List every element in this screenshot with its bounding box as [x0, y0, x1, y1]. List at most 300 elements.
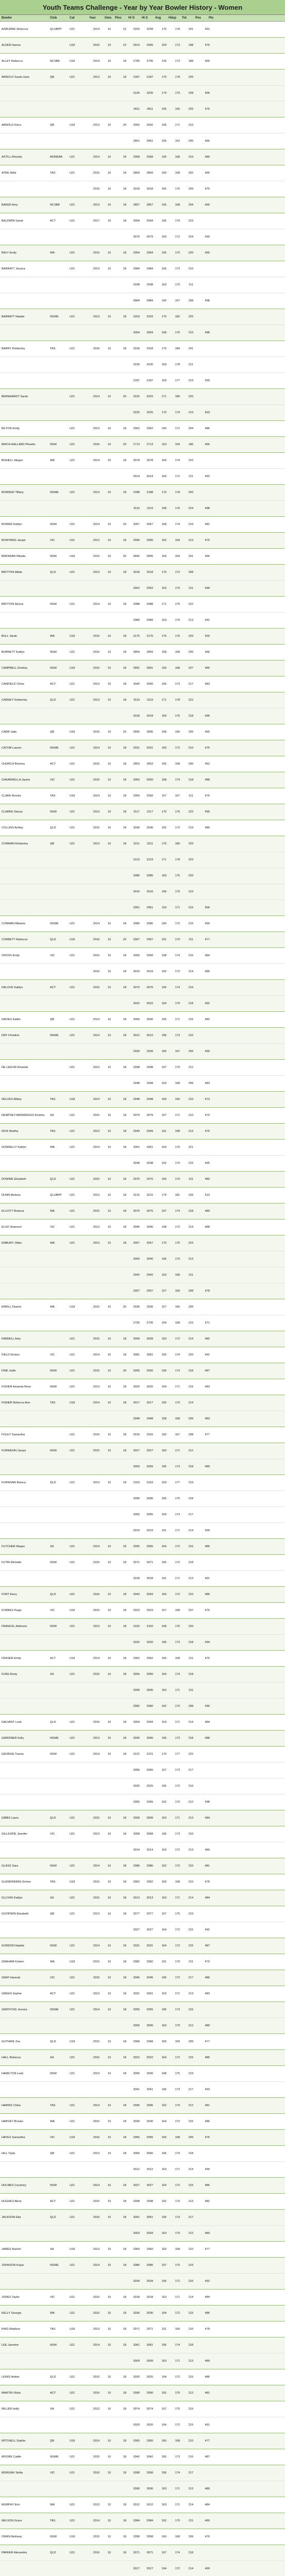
games-cell: 10 [107, 427, 111, 430]
points-cell: 473 [205, 1098, 210, 1101]
high-game-cell: 2975 [133, 1178, 140, 1181]
bowler-name-cell: ELLIOTT Brianna [2, 1210, 24, 1213]
total-cell: 208 [188, 1433, 193, 1436]
handicap-cell: 173 [175, 44, 180, 47]
high-series-cell: 3085 [146, 874, 153, 877]
table-row [0, 2018, 285, 2034]
category-cell: U21 [70, 699, 75, 702]
category-cell: U18 [70, 1306, 75, 1309]
pins-cell: 18 [123, 2040, 126, 2043]
high-series-cell: 3018 [146, 188, 153, 191]
category-cell: U21 [70, 1385, 75, 1388]
handicap-cell: 172 [175, 1561, 180, 1564]
high-game-cell: 3126 [133, 92, 140, 95]
total-cell: 219 [188, 156, 193, 159]
points-cell: 466 [205, 555, 210, 558]
pins-cell: 18 [123, 1545, 126, 1548]
high-game-cell: 3034 [133, 2280, 140, 2283]
bowler-name-cell: BALDWIN Sarah [2, 219, 23, 223]
games-cell: 10 [107, 172, 111, 175]
high-series-cell: 3043 [146, 1593, 153, 1596]
table-row [0, 916, 285, 932]
points-cell: 488 [205, 1737, 210, 1740]
category-cell: U21 [70, 1146, 75, 1149]
club-cell: ACT [50, 762, 56, 766]
average-cell: 162 [161, 1705, 166, 1708]
total-cell: 213 [188, 1817, 193, 1820]
average-cell: 158 [161, 651, 166, 654]
handicap-cell: 176 [175, 188, 180, 191]
average-cell: 169 [161, 715, 166, 718]
average-cell: 166 [161, 2471, 166, 2475]
category-cell: U21 [70, 1561, 75, 1564]
bowler-name-cell: GOODWIN Elizabeth [2, 1912, 29, 1916]
high-game-cell: 3055 [133, 1545, 140, 1548]
handicap-cell: 168 [175, 2136, 180, 2139]
pins-cell: 18 [123, 1242, 126, 1245]
table-row [0, 2545, 285, 2561]
year-cell: 2016 [93, 1178, 100, 1181]
games-cell: 10 [107, 2248, 111, 2251]
pins-cell: 22 [123, 44, 126, 47]
pins-cell: 18 [123, 2344, 126, 2347]
year-cell: 2014 [93, 60, 100, 63]
category-cell: U21 [70, 651, 75, 654]
high-series-cell: 3056 [146, 1673, 153, 1676]
pins-cell: 18 [123, 1912, 126, 1916]
points-cell: 466 [205, 172, 210, 175]
category-cell: U21 [70, 1034, 75, 1037]
total-cell: 220 [188, 251, 193, 255]
games-cell: 10 [107, 2471, 111, 2475]
bowler-name-cell: BOWER Kaitlyn [2, 523, 22, 526]
pins-cell: 18 [123, 267, 126, 270]
table-row [0, 1044, 285, 1060]
category-cell: U18 [70, 1609, 75, 1612]
category-cell: U21 [70, 219, 75, 223]
table-row [0, 181, 285, 197]
points-cell: 477 [205, 2439, 210, 2443]
table-row [0, 772, 285, 788]
handicap-cell: 173 [175, 1737, 180, 1740]
total-cell: 211 [189, 587, 193, 590]
bowler-name-cell: ERRILL Dianne [2, 1306, 22, 1309]
high-game-cell: 3000 [133, 1018, 140, 1021]
year-cell: 2014 [93, 2184, 100, 2187]
year-cell: 2016 [93, 2471, 100, 2475]
handicap-cell: 182 [175, 315, 180, 318]
handicap-cell: 184 [175, 347, 180, 350]
bowler-name-cell: LEWIS Amber [2, 2376, 20, 2379]
high-game-cell: 2965 [133, 2439, 140, 2443]
high-game-cell: 2938 [133, 283, 140, 286]
high-game-cell: 3018 [133, 188, 140, 191]
total-cell: 229 [188, 635, 193, 638]
high-series-cell: 2949 [146, 1130, 153, 1133]
high-game-cell: 3013 [133, 1896, 140, 1900]
games-cell: 10 [107, 76, 111, 79]
games-cell: 10 [107, 2439, 111, 2443]
games-cell: 10 [107, 204, 111, 207]
high-series-cell: 3046 [146, 1226, 153, 1229]
bowler-name-cell: ALDER Hanna [2, 44, 21, 47]
category-cell: U21 [70, 1481, 75, 1484]
table-row [0, 38, 285, 54]
bowler-name-cell: ARNOLD Kiera [2, 124, 21, 127]
handicap-cell: 168 [175, 1130, 180, 1133]
category-cell: U21 [70, 2184, 75, 2187]
high-series-cell: 3017 [146, 2567, 153, 2570]
total-cell: 214 [188, 2503, 193, 2506]
high-game-cell: 3088 [133, 603, 140, 606]
bowler-name-cell: HARRIS Chloe [2, 2104, 21, 2107]
year-cell: 2013 [93, 1737, 100, 1740]
year-cell: 2015 [93, 1817, 100, 1820]
high-game-cell: 3032 [133, 1641, 140, 1644]
table-row [0, 2449, 285, 2465]
handicap-cell: 179 [175, 219, 180, 223]
average-cell: 164 [161, 2120, 166, 2123]
total-cell: 218 [188, 1210, 193, 1213]
year-cell: 2015 [93, 667, 100, 670]
bowler-name-cell: COLLINS Ashley [2, 826, 23, 829]
club-cell: WA [50, 1242, 55, 1245]
games-cell: 10 [107, 922, 111, 925]
pins-cell: 18 [123, 204, 126, 207]
high-series-cell: 3019 [146, 970, 153, 973]
pins-cell: 20 [123, 443, 126, 446]
pins-cell: 18 [123, 1833, 126, 1836]
table-row [0, 357, 285, 373]
high-game-cell: 2907 [133, 1290, 140, 1293]
bowler-name-cell: NELSON Grace [2, 2519, 22, 2522]
points-cell: 476 [205, 2535, 210, 2538]
club-cell: SA [50, 2248, 54, 2251]
pins-cell: 18 [123, 1657, 126, 1660]
high-series-cell: 3001 [146, 1992, 153, 1995]
year-cell: 2014 [93, 603, 100, 606]
high-game-cell: 3040 [133, 683, 140, 686]
high-game-cell: 2845 [133, 555, 140, 558]
year-cell: 2013 [93, 427, 100, 430]
points-cell: 456 [205, 443, 210, 446]
bowler-name-cell: DICK Martha [2, 1130, 19, 1133]
handicap-cell: 169 [175, 1290, 180, 1293]
high-game-cell: 3036 [133, 826, 140, 829]
handicap-cell: 170 [175, 1960, 180, 1963]
average-cell: 167 [161, 1114, 166, 1117]
category-cell: U21 [70, 1130, 75, 1133]
games-cell: 10 [107, 1433, 111, 1436]
high-game-cell: 2948 [133, 1098, 140, 1101]
table-row [0, 309, 285, 325]
bowler-name-cell: FRASER Emily [2, 1657, 21, 1660]
high-series-cell: 3012 [146, 2503, 153, 2506]
category-cell: U21 [70, 1178, 75, 1181]
table-row [0, 1715, 285, 1731]
category-cell: U21 [70, 539, 75, 542]
total-cell: 210 [188, 2328, 193, 2331]
table-row [0, 117, 285, 133]
handicap-cell: 177 [175, 1753, 180, 1756]
bowler-name-cell: ELSO Shannon [2, 1226, 22, 1229]
points-cell: 488 [205, 1226, 210, 1229]
total-cell: 217 [188, 683, 193, 686]
games-cell: 10 [107, 459, 111, 462]
pins-cell: 18 [123, 2136, 126, 2139]
bowler-name-cell: CARR Jade [2, 731, 17, 734]
bowler-name-cell: JOHNSON Kayla [2, 2264, 24, 2267]
pins-cell: 18 [123, 1865, 126, 1868]
total-cell: 198 [188, 44, 193, 47]
average-cell: 170 [161, 491, 166, 494]
high-series-cell: 3041 [146, 2088, 153, 2091]
high-series-cell: 3022 [146, 2056, 153, 2059]
average-cell: 170 [161, 315, 166, 318]
handicap-cell: 178 [175, 699, 180, 702]
bowler-name-cell: GORDON Natalie [2, 1944, 25, 1947]
table-row [0, 1938, 285, 1954]
high-series-cell: 3054 [146, 331, 153, 334]
handicap-cell: 170 [175, 938, 180, 941]
bowler-name-cell: AGBURRE Rebecca [2, 28, 28, 31]
high-series-cell: 3211 [146, 842, 153, 845]
high-series-cell: 2795 [146, 60, 153, 63]
points-cell: 483 [205, 1417, 210, 1420]
pins-cell: 18 [123, 2056, 126, 2059]
club-cell: QLD [50, 1178, 56, 1181]
year-cell: 2014 [93, 794, 100, 798]
high-game-cell: 3094 [133, 219, 140, 223]
category-cell: U21 [70, 1976, 75, 1979]
table-row [0, 676, 285, 692]
games-cell: 10 [107, 1561, 111, 1564]
table-row [0, 197, 285, 213]
year-cell: 2016 [93, 443, 100, 446]
high-series-cell: 3034 [146, 2280, 153, 2283]
pins-cell: 18 [123, 172, 126, 175]
bowler-name-cell: FURNIVAN Bianca [2, 1481, 26, 1484]
average-cell: 163 [161, 2360, 166, 2363]
table-row [0, 2226, 285, 2242]
table-row [0, 2242, 285, 2258]
average-cell: 163 [161, 2296, 166, 2299]
category-cell: U21 [70, 2503, 75, 2506]
category-cell: U21 [70, 315, 75, 318]
year-cell: 2014 [93, 922, 100, 925]
points-cell: 480 [205, 1178, 210, 1181]
year-cell: 2016 [93, 731, 100, 734]
table-row [0, 2417, 285, 2433]
total-cell: 208 [188, 1290, 193, 1293]
points-cell: 486 [205, 826, 210, 829]
club-cell: NSW [50, 2184, 57, 2187]
year-cell: 2016 [93, 2056, 100, 2059]
high-game-cell: 3059 [133, 1465, 140, 1468]
table-row [0, 549, 285, 565]
pins-cell: 18 [123, 922, 126, 925]
points-cell: 490 [205, 2168, 210, 2171]
club-cell: WA [50, 459, 55, 462]
total-cell: 207 [188, 667, 193, 670]
high-game-cell: 3066 [133, 2152, 140, 2155]
high-series-cell: 3226 [146, 92, 153, 95]
high-game-cell: 3030 [133, 2120, 140, 2123]
category-cell: U21 [70, 2392, 75, 2395]
table-row [0, 1108, 285, 1124]
games-cell: 10 [107, 443, 111, 446]
high-game-cell: 3022 [133, 2056, 140, 2059]
handicap-cell: 167 [175, 1050, 180, 1053]
high-series-cell: 2958 [146, 2535, 153, 2538]
points-cell: 465 [205, 731, 210, 734]
table-row [0, 1395, 285, 1411]
year-cell: 2013 [93, 1226, 100, 1229]
category-cell: U18 [70, 731, 75, 734]
year-cell: 2013 [93, 204, 100, 207]
table-row [0, 1427, 285, 1443]
total-cell: 216 [188, 954, 193, 957]
handicap-cell: 176 [175, 1146, 180, 1149]
bowler-name-cell: ASTILL Rhonda [2, 156, 22, 159]
table-row [0, 70, 285, 86]
high-series-cell: 2938 [146, 283, 153, 286]
bowler-name-cell: FUTRI Michelle [2, 1561, 22, 1564]
table-row [0, 613, 285, 629]
category-cell: U18 [70, 635, 75, 638]
handicap-cell: 168 [175, 2535, 180, 2538]
category-cell: U18 [70, 2040, 75, 2043]
table-row [0, 565, 285, 581]
table-row [0, 1699, 285, 1715]
total-cell: 211 [189, 475, 193, 478]
total-cell: 206 [188, 762, 193, 766]
high-series-cell: 3055 [146, 1513, 153, 1516]
high-game-cell: 2948 [133, 1417, 140, 1420]
handicap-cell: 168 [175, 204, 180, 207]
games-cell: 10 [107, 762, 111, 766]
handicap-cell: 176 [175, 874, 180, 877]
points-cell: 477 [205, 938, 210, 941]
club-cell: QLD [50, 1721, 56, 1724]
points-cell: 492 [205, 475, 210, 478]
high-series-cell: 3315 [146, 395, 153, 398]
high-series-cell: 2950 [146, 794, 153, 798]
pins-cell: 18 [123, 1130, 126, 1133]
bowler-name-cell: HOLMES Courtney [2, 2184, 26, 2187]
year-cell: 2015 [93, 1880, 100, 1884]
total-cell: 188 [188, 60, 193, 63]
high-game-cell: 3020 [133, 2424, 140, 2427]
handicap-cell: 174 [175, 2344, 180, 2347]
year-cell: 2016 [93, 2216, 100, 2219]
year-cell: 2014 [93, 2104, 100, 2107]
category-cell: U21 [70, 2216, 75, 2219]
bowler-name-cell: GRIFFITHS Jessica [2, 2008, 27, 2011]
table-row [0, 54, 285, 70]
table-row [0, 1267, 285, 1283]
high-game-cell: 3070 [133, 986, 140, 989]
table-row [0, 1874, 285, 1890]
high-series-cell: 2857 [146, 204, 153, 207]
games-cell: 10 [107, 2200, 111, 2203]
pins-cell: 18 [123, 1880, 126, 1884]
handicap-cell: 172 [175, 2280, 180, 2283]
average-cell: 167 [161, 1210, 166, 1213]
handicap-cell: 176 [175, 635, 180, 638]
handicap-cell: 170 [175, 1066, 180, 1069]
club-cell: QB [50, 76, 55, 79]
total-cell: 214 [188, 1721, 193, 1724]
table-row [0, 405, 285, 421]
high-game-cell: 2995 [133, 2104, 140, 2107]
table-row [0, 1299, 285, 1315]
year-cell: 2013 [93, 699, 100, 702]
table-row [0, 1028, 285, 1044]
high-series-cell: 3038 [146, 1162, 153, 1165]
high-series-cell: 3057 [146, 523, 153, 526]
total-cell: 217 [188, 2216, 193, 2219]
handicap-cell: 170 [175, 1178, 180, 1181]
club-cell: WA [50, 1306, 55, 1309]
high-series-cell: 3018 [146, 571, 153, 574]
high-game-cell: 2960 [133, 2248, 140, 2251]
high-series-cell: 2986 [146, 1865, 153, 1868]
table-row [0, 1858, 285, 1874]
handicap-cell: 171 [175, 2296, 180, 2299]
bowler-name-cell: ARNOLD Sarah-Jane [2, 76, 29, 79]
handicap-cell: 178 [175, 28, 180, 31]
games-cell: 10 [107, 2503, 111, 2506]
club-cell: TAS [50, 2104, 56, 2107]
average-cell: 166 [161, 1497, 166, 1500]
high-series-cell: 2948 [146, 1417, 153, 1420]
column-header-year: Year [89, 16, 96, 20]
bowler-name-cell: ALLEY Rebecca [2, 60, 23, 63]
category-cell: U21 [70, 2551, 75, 2554]
high-series-cell: 2948 [146, 1082, 153, 1085]
total-cell: 215 [188, 2312, 193, 2315]
total-cell: 213 [188, 1130, 193, 1133]
table-row [0, 788, 285, 804]
high-game-cell: 2939 [133, 1050, 140, 1053]
category-cell: U21 [70, 1353, 75, 1357]
games-cell: 10 [107, 60, 111, 63]
handicap-cell: 172 [175, 2184, 180, 2187]
handicap-cell: 170 [175, 1162, 180, 1165]
bowler-name-cell: GUTHRIE Zoe [2, 2040, 21, 2043]
pins-cell: 20 [123, 1306, 126, 1309]
column-header-points: Pts [209, 16, 214, 20]
total-cell: 218 [188, 1641, 193, 1644]
high-game-cell: 2968 [133, 2040, 140, 2043]
total-cell: 213 [188, 1577, 193, 1580]
table-row [0, 1555, 285, 1571]
average-cell: 166 [161, 2152, 166, 2155]
club-cell: VIC [50, 778, 55, 782]
high-game-cell: 3000 [133, 1258, 140, 1261]
games-cell: 10 [107, 2072, 111, 2075]
total-cell: 213 [188, 1258, 193, 1261]
high-series-cell: 3055 [146, 2008, 153, 2011]
high-game-cell: 3018 [133, 571, 140, 574]
table-row [0, 2114, 285, 2130]
average-cell: 175 [161, 635, 166, 638]
year-cell: 2016 [93, 2551, 100, 2554]
total-cell: 218 [188, 1465, 193, 1468]
high-game-cell: 3012 [133, 1034, 140, 1037]
average-cell: 170 [161, 411, 166, 414]
